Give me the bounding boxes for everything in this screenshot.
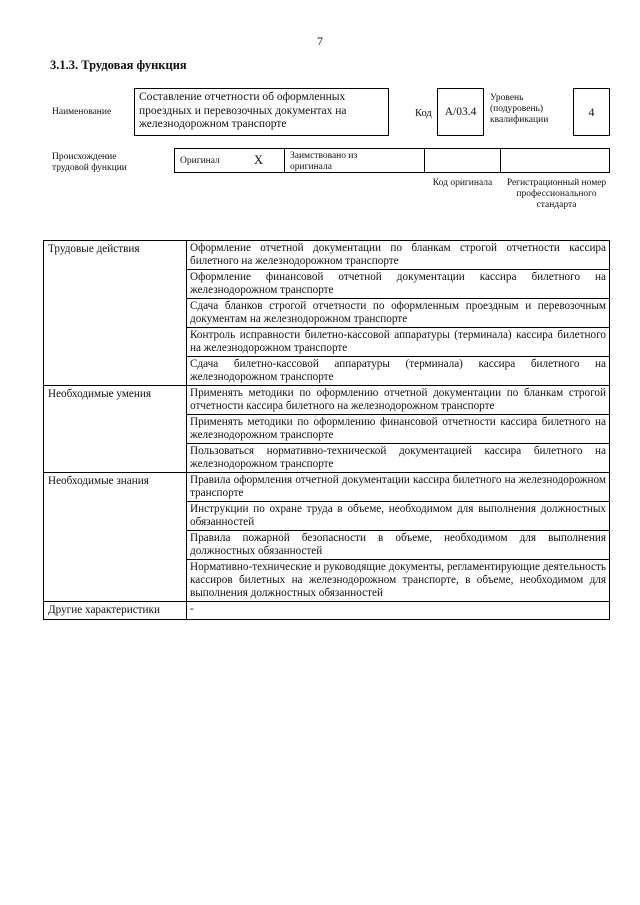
item-cell: Правила пожарной безопасности в объеме, необходимом для выполнения должностных обязанностей: [187, 531, 610, 560]
origin-label: Происхождение трудовой функции: [52, 152, 127, 173]
reg-number-cell: [500, 148, 610, 173]
level-label: Уровень (подуровень) квалификации: [490, 93, 549, 125]
table-row: [44, 473, 610, 502]
table-row: [44, 241, 610, 270]
category-cell: Другие характеристики: [44, 602, 187, 620]
category-cell: Трудовые действия: [44, 241, 187, 386]
item-cell: Сдача бланков строгой отчетности по оформленным проездным и перевозочным документам на железнодорожном транспорте: [187, 299, 610, 328]
original-cell: [174, 148, 285, 173]
item-cell: Применять методики по оформлению финансовой отчетности кассира билетного на железнодорожном транспорте: [187, 415, 610, 444]
code-original-cell: [424, 148, 501, 173]
item-cell: Инструкции по охране труда в объеме, необходимом для выполнения должностных обязанностей: [187, 502, 610, 531]
item-cell: -: [187, 602, 610, 620]
level-box: [573, 88, 610, 136]
function-name-value: Составление отчетности об оформленных проездных и перевозочных документах на железнодорожном транспорте: [139, 91, 347, 130]
original-mark: X: [254, 153, 264, 167]
item-cell: Правила оформления отчетной документации кассира билетного на железнодорожном транспорте: [187, 473, 610, 502]
section-title: 3.1.3. Трудовая функция: [50, 58, 187, 72]
reg-number-label: Регистрационный номер профессионального стандарта: [506, 178, 607, 210]
name-label: Наименование: [52, 107, 112, 117]
category-cell: Необходимые умения: [44, 386, 187, 473]
item-cell: Применять методики по оформлению отчетной документации по бланкам строгой отчетности кассира билетного на железнодорожном транспорте: [187, 386, 610, 415]
table-row: [44, 602, 610, 620]
category-cell: Необходимые знания: [44, 473, 187, 602]
level-value: 4: [588, 104, 595, 119]
original-label: Оригинал: [180, 156, 220, 166]
code-original-label: Код оригинала: [432, 178, 493, 188]
item-cell: Сдача билетно-кассовой аппаратуры (терминала) кассира билетного на железнодорожном транспорте: [187, 357, 610, 386]
borrowed-label: Заимствовано из оригинала: [290, 151, 358, 172]
borrowed-cell: [284, 148, 425, 173]
item-cell: Оформление финансовой отчетной документации кассира билетного на железнодорожном транспорте: [187, 270, 610, 299]
item-cell: Пользоваться нормативно-технической документацией кассира билетного на железнодорожном транспорте: [187, 444, 610, 473]
item-cell: Контроль исправности билетно-кассовой аппаратуры (терминала) кассира билетного на железнодорожном транспорте: [187, 328, 610, 357]
function-table: [43, 240, 610, 620]
function-name-box: [134, 88, 389, 136]
code-value: А/03.4: [444, 106, 477, 118]
item-cell: Оформление отчетной документации по бланкам строгой отчетности кассира билетного на железнодорожном транспорте: [187, 241, 610, 270]
page-number: 7: [317, 34, 323, 48]
code-box: [437, 88, 484, 136]
item-cell: Нормативно-технические и руководящие документы, регламентирующие деятельность кассиров билетных на железнодорожном транспорте, в объеме, необходимом для выполнения должностных обязанностей: [187, 560, 610, 602]
code-label: Код: [415, 108, 432, 119]
table-row: [44, 386, 610, 415]
